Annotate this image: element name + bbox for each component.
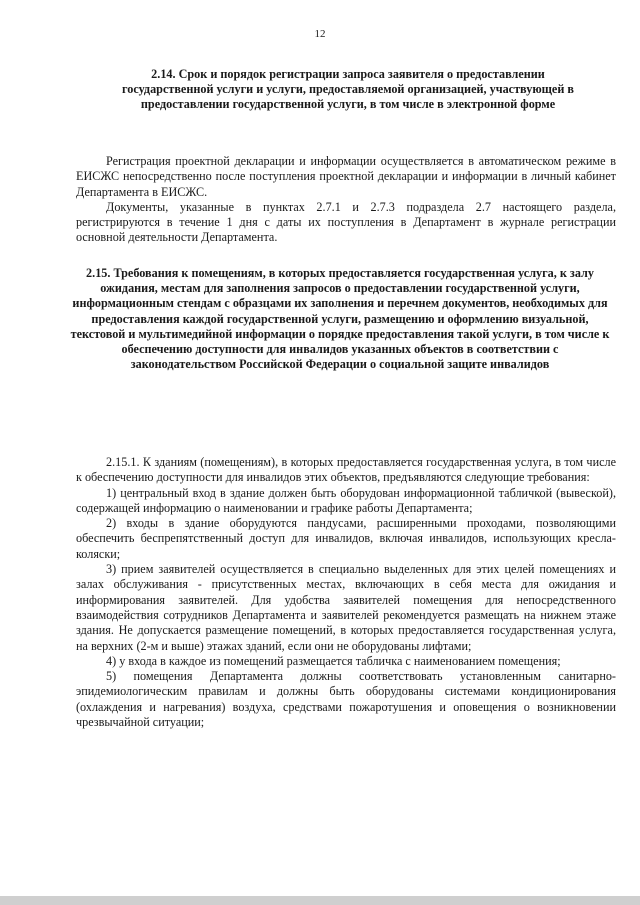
list-item: 5) помещения Департамента должны соответствовать установленным санитарно-эпидемиологическим правилам и должны быть оборудованы системами кондиционирования (охлаждения и нагревания) воздуха, средствами пожаротушения и оповещения о возникновении чрезвычайной ситуации; (76, 669, 616, 730)
paragraph: 2.15.1. К зданиям (помещениям), в которых предоставляется государственная услуга, в том числе к обеспечению доступности для инвалидов этих объектов, предъявляются следующие требования: (76, 455, 616, 485)
section-2-14-body (76, 154, 616, 246)
section-2-14-heading: 2.14. Срок и порядок регистрации запроса заявителя о предоставлении государственной услуги и услуги, предоставляемой организацией, участвующей в предоставлении государственной услуги, в том числе в электронной форме (122, 67, 574, 112)
page-number: 12 (314, 28, 326, 40)
scan-edge (0, 896, 640, 905)
paragraph: Документы, указанные в пунктах 2.7.1 и 2.7.3 подраздела 2.7 настоящего раздела, регистрируются в течение 1 дня с даты их поступления в Департамент в журнале регистрации основной деятельности Департамента. (76, 199, 616, 245)
paragraph: Регистрация проектной декларации и информации осуществляется в автоматическом режиме в ЕИСЖС непосредственно после поступления проектной декларации и информации в личный кабинет Департамента в ЕИСЖС. (76, 154, 616, 199)
list-item: 3) прием заявителей осуществляется в специально выделенных для этих целей помещениях и залах обслуживания - присутственных местах, включающих в себя места для ожидания и информирования заявителей. Для удобства заявителей помещения для непосредственного взаимодействия сотрудников Департамента и заявителей рекомендуется размещать на нижнем этаже здания. Не допускается размещение помещений, в которых предоставляется государственная услуга, на верхних (2-м и выше) этажах зданий, если они не оборудованы лифтами; (76, 562, 616, 653)
section-2-15-body (76, 455, 616, 730)
list-item: 2) входы в здание оборудуются пандусами, расширенными проходами, позволяющими обеспечить беспрепятственный доступ для инвалидов, включая инвалидов, использующих кресла-коляски; (76, 516, 616, 561)
section-2-15-heading: 2.15. Требования к помещениям, в которых предоставляется государственная услуга, к залу ожидания, местам для заполнения запросов о предоставлении государственной услуги, информационным стендам с образцами их заполнения и перечнем документов, необходимых для предоставления каждой государственной услуги, размещению и оформлению визуальной, текстовой и мультимедийной информации о порядке предоставления такой услуги, в том числе к обеспечению доступности для инвалидов указанных объектов в соответствии с законодательством Российской Федерации о социальной защите инвалидов (70, 266, 610, 372)
list-item: 1) центральный вход в здание должен быть оборудован информационной табличкой (вывеской), содержащей информацию о наименовании и графике работы Департамента; (76, 485, 616, 515)
list-item: 4) у входа в каждое из помещений размещается табличка с наименованием помещения; (106, 653, 561, 668)
